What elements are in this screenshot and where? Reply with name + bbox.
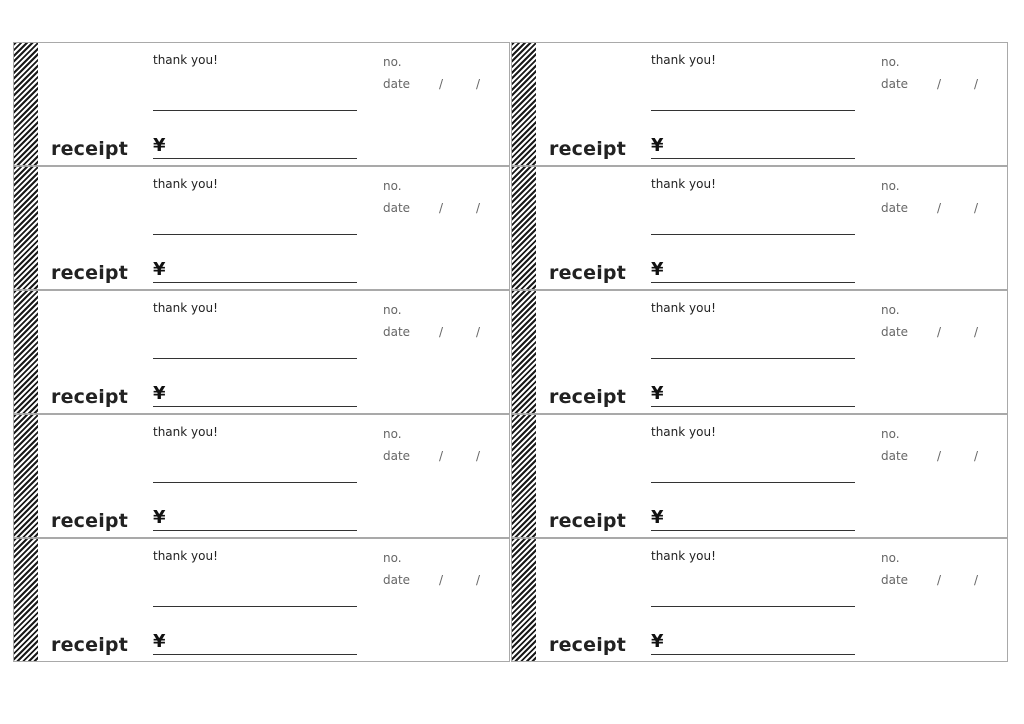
yen-symbol: ¥ [153, 259, 166, 280]
receipt-title: receipt [51, 386, 129, 408]
thank-you-text: thank you! [153, 425, 218, 439]
amount-line [651, 282, 855, 283]
date-slash-2: / [476, 77, 481, 91]
amount-line [153, 282, 357, 283]
name-line [153, 234, 357, 235]
yen-symbol: ¥ [651, 507, 664, 528]
date-label: date [881, 77, 909, 91]
date-slash-2: / [974, 77, 979, 91]
name-line [651, 606, 855, 607]
stripe-border [14, 43, 38, 165]
amount-line [153, 654, 357, 655]
receipt-column-left [13, 42, 510, 663]
stripe-border [512, 167, 536, 289]
date-slash-2: / [974, 573, 979, 587]
yen-symbol: ¥ [153, 507, 166, 528]
receipt-sheet [13, 42, 1008, 663]
number-label: no. [881, 303, 900, 317]
date-label: date [881, 325, 909, 339]
receipt-slip [13, 414, 510, 538]
name-line [153, 606, 357, 607]
thank-you-text: thank you! [651, 301, 716, 315]
yen-symbol: ¥ [651, 259, 664, 280]
date-slash-2: / [476, 449, 481, 463]
yen-symbol: ¥ [153, 383, 166, 404]
date-slash-1: / [937, 449, 942, 463]
stripe-border [512, 539, 536, 661]
stripe-border [512, 43, 536, 165]
amount-line [153, 158, 357, 159]
date-label: date [383, 77, 411, 91]
receipt-slip [13, 166, 510, 290]
receipt-title: receipt [549, 634, 627, 656]
receipt-column-right [511, 42, 1008, 663]
amount-line [651, 654, 855, 655]
date-label: date [383, 201, 411, 215]
name-line [651, 234, 855, 235]
number-label: no. [383, 427, 402, 441]
date-slash-2: / [974, 449, 979, 463]
date-slash-2: / [974, 325, 979, 339]
yen-symbol: ¥ [651, 383, 664, 404]
amount-line [651, 406, 855, 407]
thank-you-text: thank you! [651, 53, 716, 67]
receipt-title: receipt [51, 634, 129, 656]
date-slash-1: / [937, 325, 942, 339]
date-slash-2: / [476, 201, 481, 215]
date-label: date [383, 325, 411, 339]
yen-symbol: ¥ [651, 135, 664, 156]
thank-you-text: thank you! [153, 177, 218, 191]
number-label: no. [383, 303, 402, 317]
date-slash-1: / [439, 573, 444, 587]
amount-line [651, 158, 855, 159]
receipt-slip [511, 42, 1008, 166]
amount-line [153, 530, 357, 531]
date-slash-1: / [937, 573, 942, 587]
receipt-title: receipt [51, 262, 129, 284]
name-line [651, 358, 855, 359]
stripe-border [14, 415, 38, 537]
receipt-title: receipt [549, 262, 627, 284]
receipt-slip [13, 538, 510, 662]
number-label: no. [383, 179, 402, 193]
stripe-border [14, 167, 38, 289]
date-slash-1: / [937, 77, 942, 91]
receipt-slip [511, 290, 1008, 414]
receipt-slip [13, 42, 510, 166]
thank-you-text: thank you! [651, 177, 716, 191]
date-label: date [881, 449, 909, 463]
number-label: no. [881, 179, 900, 193]
receipt-slip [511, 414, 1008, 538]
stripe-border [14, 291, 38, 413]
number-label: no. [881, 427, 900, 441]
receipt-title: receipt [549, 386, 627, 408]
number-label: no. [383, 55, 402, 69]
stripe-border [512, 291, 536, 413]
receipt-title: receipt [549, 510, 627, 532]
receipt-title: receipt [51, 138, 129, 160]
date-label: date [383, 449, 411, 463]
date-slash-2: / [476, 573, 481, 587]
name-line [153, 110, 357, 111]
number-label: no. [383, 551, 402, 565]
date-label: date [881, 573, 909, 587]
thank-you-text: thank you! [651, 549, 716, 563]
date-slash-1: / [439, 449, 444, 463]
number-label: no. [881, 551, 900, 565]
thank-you-text: thank you! [153, 549, 218, 563]
date-slash-1: / [439, 325, 444, 339]
stripe-border [14, 539, 38, 661]
amount-line [153, 406, 357, 407]
name-line [651, 482, 855, 483]
receipt-slip [511, 166, 1008, 290]
thank-you-text: thank you! [153, 53, 218, 67]
date-slash-2: / [974, 201, 979, 215]
stripe-border [512, 415, 536, 537]
date-label: date [881, 201, 909, 215]
yen-symbol: ¥ [153, 135, 166, 156]
thank-you-text: thank you! [153, 301, 218, 315]
receipt-title: receipt [549, 138, 627, 160]
number-label: no. [881, 55, 900, 69]
date-label: date [383, 573, 411, 587]
name-line [153, 482, 357, 483]
date-slash-1: / [937, 201, 942, 215]
yen-symbol: ¥ [651, 631, 664, 652]
receipt-title: receipt [51, 510, 129, 532]
name-line [651, 110, 855, 111]
date-slash-2: / [476, 325, 481, 339]
amount-line [651, 530, 855, 531]
receipt-slip [13, 290, 510, 414]
thank-you-text: thank you! [651, 425, 716, 439]
name-line [153, 358, 357, 359]
yen-symbol: ¥ [153, 631, 166, 652]
date-slash-1: / [439, 201, 444, 215]
date-slash-1: / [439, 77, 444, 91]
receipt-slip [511, 538, 1008, 662]
